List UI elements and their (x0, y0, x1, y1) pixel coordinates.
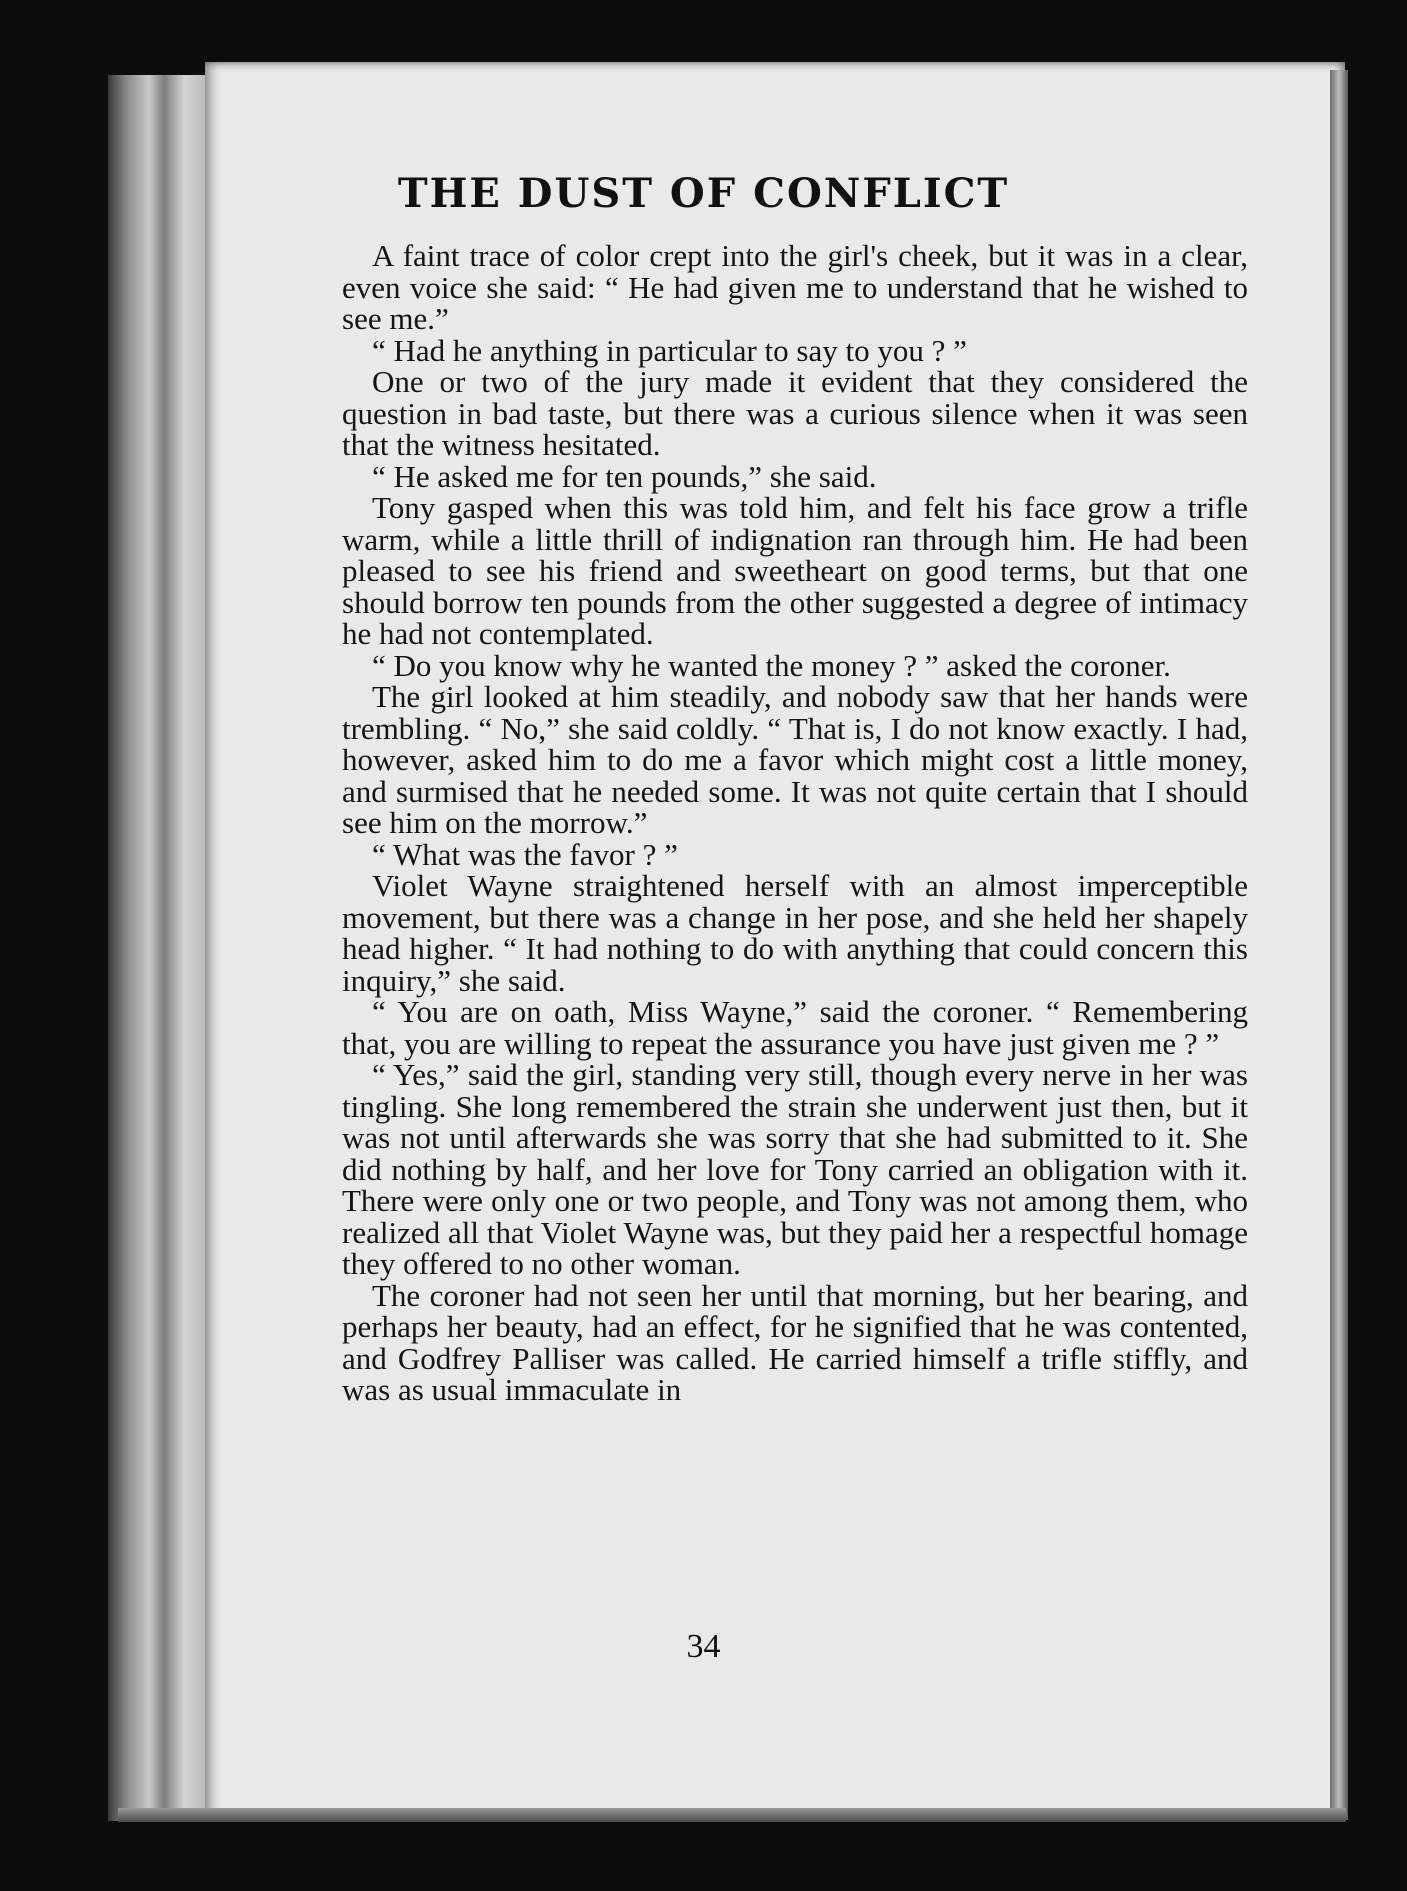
paragraph: “ What was the favor ? ” (372, 836, 678, 872)
paragraph: “ Yes,” said the girl, standing very still, though every nerve in her was tingling. She long remembered the strain she underwent just then, but it was not until afterwards she was sorry that she had submitted to it. She did nothing by half, and her love for Tony carried an obligation with it. There were only one or two people, and Tony was not among them, who realized all that Violet Wayne was, but they paid her a respectful homage they offered to no other woman. (342, 1057, 1248, 1281)
paragraph: “ You are on oath, Miss Wayne,” said the coroner. “ Remembering that, you are willing to repeat the assurance you have just given me ? ” (342, 994, 1248, 1061)
page-stack-left-edge (108, 75, 210, 1821)
paragraph: One or two of the jury made it evident that they considered the question in bad taste, but there was a curious silence when it was seen that the witness hesitated. (342, 364, 1248, 462)
paragraph: Violet Wayne straightened herself with an almost imperceptible movement, but there was a change in her pose, and she held her shapely head higher. “ It had nothing to do with anything that could concern this inquiry,” she said. (342, 868, 1248, 998)
book-gutter-right (1330, 70, 1348, 1820)
body-text (342, 240, 1248, 1406)
running-head: THE DUST OF CONFLICT (397, 170, 1010, 217)
paragraph: The coroner had not seen her until that morning, but her bearing, and perhaps her beauty, had an effect, for he signified that he was contented, and Godfrey Palliser was called. He carried himself a trifle stiffly, and was as usual immaculate in (342, 1277, 1248, 1407)
page-number: 34 (686, 1628, 721, 1665)
paragraph: The girl looked at him steadily, and nobody saw that her hands were trembling. “ No,” she said coldly. “ That is, I do not know exactly. I had, however, asked him to do me a favor which might cost a little money, and surmised that he needed some. It was not quite certain that I should see him on the morrow.” (342, 679, 1248, 840)
paragraph: “ He asked me for ten pounds,” she said. (372, 458, 877, 494)
page-stack-bottom-edge (118, 1808, 1346, 1822)
paragraph: A faint trace of color crept into the girl's cheek, but it was in a clear, even voice she said: “ He had given me to understand that he wished to see me.” (342, 238, 1248, 336)
paragraph: Tony gasped when this was told him, and felt his face grow a trifle warm, while a little thrill of indignation ran through him. He had been pleased to see his friend and sweetheart on good terms, but that one should borrow ten pounds from the other suggested a degree of intimacy he had not contemplated. (342, 490, 1248, 651)
paragraph: “ Had he anything in particular to say to you ? ” (372, 332, 967, 368)
paragraph: “ Do you know why he wanted the money ? ” asked the coroner. (372, 647, 1171, 683)
